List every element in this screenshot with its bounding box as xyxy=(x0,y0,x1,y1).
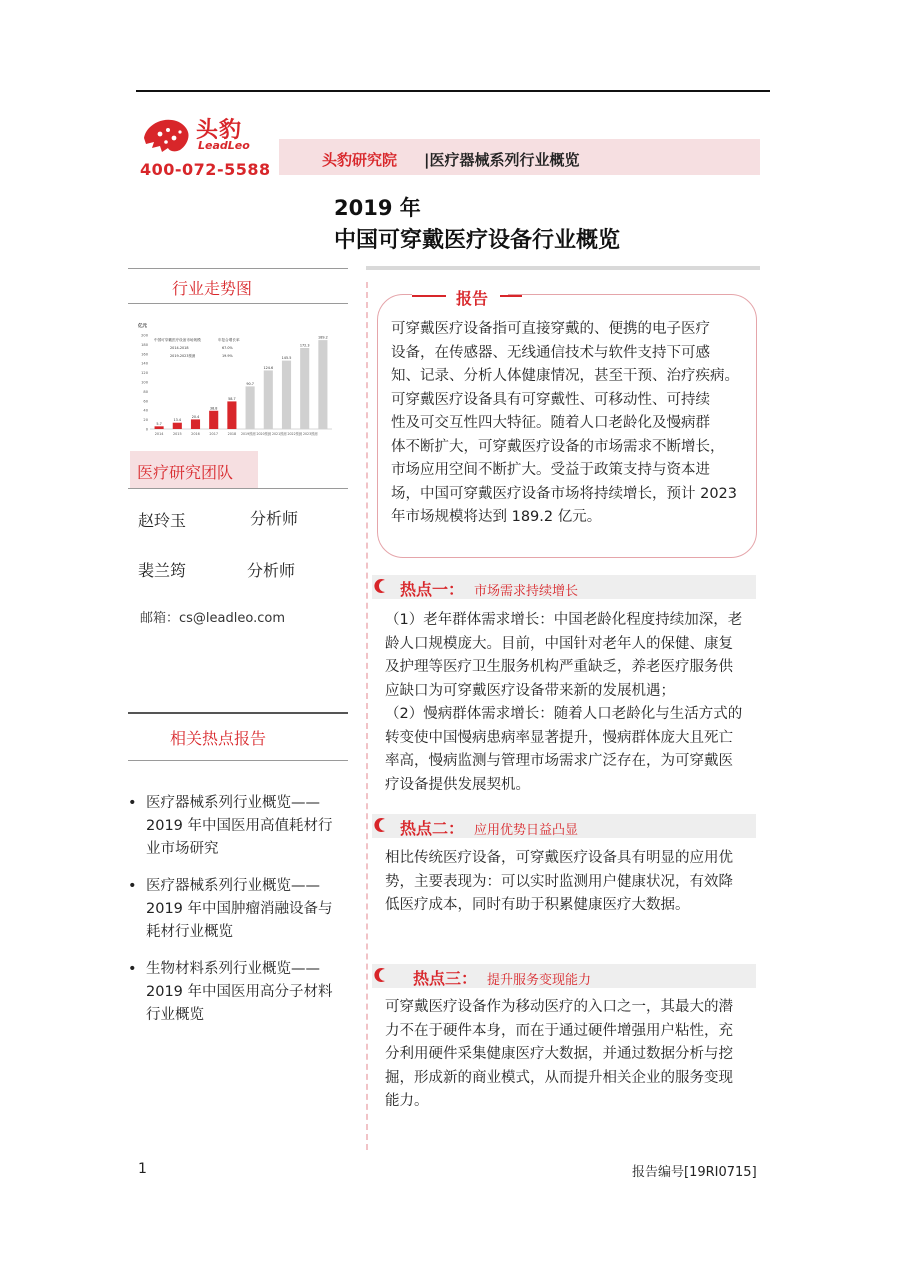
text-line: 应缺口为可穿戴医疗设备带来新的发展机遇； xyxy=(385,682,675,699)
text-line: 可穿戴医疗设备指可直接穿戴的、便携的电子医疗 xyxy=(391,321,710,337)
bar-value-label: 172.3 xyxy=(299,343,310,348)
bullet-icon: • xyxy=(128,795,137,811)
hotspot-text xyxy=(385,609,752,797)
phone-number: 400-072-5588 xyxy=(140,160,271,179)
text-line: 率高，慢病监测与管理市场需求广泛存在，为可穿戴医 xyxy=(385,753,733,769)
x-tick-label: 2017 xyxy=(209,432,219,436)
column-divider xyxy=(366,282,368,1150)
text-line: 年市场规模将达到 189.2 亿元。 xyxy=(391,509,602,525)
y-tick-label: 20 xyxy=(143,418,148,423)
y-tick-label: 100 xyxy=(141,380,148,385)
analyst-name: 赵玲玉 xyxy=(138,511,187,530)
related-bottom-rule xyxy=(128,760,348,761)
contact-email: 邮箱：cs@leadleo.com xyxy=(140,611,285,626)
y-tick-label: 140 xyxy=(141,361,148,366)
market-size-chart xyxy=(136,321,336,443)
y-tick-label: 60 xyxy=(143,399,148,404)
team-rule xyxy=(128,488,348,489)
logo-text: 头豹 xyxy=(196,118,243,143)
hotspot-subtitle: 市场需求持续增长 xyxy=(474,584,579,599)
report-summary-text xyxy=(391,318,747,530)
analyst-name: 裴兰筠 xyxy=(138,561,187,580)
crescent-icon xyxy=(374,578,390,594)
header-topic: |医疗器械系列行业概览 xyxy=(424,151,580,169)
bar-value-label: 145.5 xyxy=(281,356,292,361)
bullet-icon: • xyxy=(128,878,137,894)
chart-bar xyxy=(191,419,200,429)
y-axis-label: 亿元 xyxy=(138,324,147,329)
y-tick-label: 180 xyxy=(141,342,148,347)
y-tick-label: 40 xyxy=(143,408,148,413)
related-line: 医疗器械系列行业概览—— xyxy=(146,878,320,894)
related-report-link[interactable] xyxy=(128,875,358,944)
related-line: 耗材行业概览 xyxy=(146,924,233,940)
bar-value-label: 90.7 xyxy=(246,381,254,386)
y-tick-label: 0 xyxy=(145,427,148,432)
text-line: 场，中国可穿戴医疗设备市场将持续增长，预计 2023 xyxy=(391,485,738,502)
chart-bar xyxy=(300,348,309,429)
text-line: 可穿戴医疗设备具有可穿戴性、可移动性、可持续 xyxy=(391,391,710,408)
bar-value-label: 13.4 xyxy=(173,418,182,423)
text-line: 市场应用空间不断扩大。受益于政策支持与资本进 xyxy=(391,462,710,478)
related-line: 2019 年中国医用高值耗材行 xyxy=(146,818,333,834)
legend-rate: 67.0% xyxy=(222,346,233,350)
chart-bar xyxy=(209,411,218,429)
text-line: 转变使中国慢病患病率显著提升，慢病群体庞大且死亡 xyxy=(385,729,733,746)
chart-bar xyxy=(173,423,182,429)
related-line: 2019 年中国医用高分子材料 xyxy=(146,984,333,1000)
x-tick-label: 2015 xyxy=(172,432,182,436)
report-code: 报告编号[19RI0715] xyxy=(632,1165,757,1180)
header-org: 头豹研究院 xyxy=(322,151,398,169)
analyst-role: 分析师 xyxy=(250,509,299,528)
chart-bar xyxy=(246,386,255,429)
x-tick-label: 2019预测 2020预测 2021预测 2022预测 2023预测 xyxy=(241,432,318,436)
text-line: 及护理等医疗卫生服务机构严重缺乏，养老医疗服务供 xyxy=(385,659,733,675)
chart-bar xyxy=(227,401,236,429)
text-line: 力不在于硬件本身，而在于通过硬件增强用户粘性，充 xyxy=(385,1022,733,1039)
page-title: 中国可穿戴医疗设备行业概览 xyxy=(334,228,621,253)
text-line: 相比传统医疗设备，可穿戴医疗设备具有明显的应用优 xyxy=(385,850,733,866)
y-tick-label: 120 xyxy=(141,371,148,376)
hotspot-subtitle: 提升服务变现能力 xyxy=(487,973,592,988)
hotspot-subtitle: 应用优势日益凸显 xyxy=(474,823,579,838)
bar-value-label: 124.6 xyxy=(263,365,274,370)
text-line: 势，主要表现为：可以实时监测用户健康状况，有效降 xyxy=(385,873,733,890)
related-top-rule xyxy=(128,712,348,714)
related-line: 医疗器械系列行业概览—— xyxy=(146,795,320,811)
y-tick-label: 160 xyxy=(141,352,148,357)
related-line: 生物材料系列行业概览—— xyxy=(146,961,320,977)
crescent-icon xyxy=(374,967,390,983)
text-line: 掘，形成新的商业模式，从而提升相关企业的服务变现 xyxy=(385,1069,733,1086)
report-label: 报告 xyxy=(456,289,489,308)
legend-rate: 19.9% xyxy=(222,354,233,358)
text-line: 低医疗成本，同时有助于积累健康医疗大数据。 xyxy=(385,897,690,913)
legend-period: 2014-2018 xyxy=(170,346,189,350)
legend-period: 2019-2023预测 xyxy=(170,354,196,358)
chart-bar xyxy=(282,361,291,429)
related-title: 相关热点报告 xyxy=(170,729,267,748)
text-line: （1）老年群体需求增长：中国老龄化程度持续加深，老 xyxy=(385,612,743,628)
hotspot-text xyxy=(385,996,752,1114)
text-line: 体不断扩大，可穿戴医疗设备的市场需求不断增长， xyxy=(391,438,725,455)
hotspot-label: 热点三： xyxy=(413,969,478,988)
legend-header: 年复合增长率 xyxy=(218,338,240,342)
x-tick-label: 2018 xyxy=(227,432,237,436)
hotspot-label: 热点二： xyxy=(400,819,465,838)
text-line: 可穿戴医疗设备作为移动医疗的入口之一，其最大的潜 xyxy=(385,999,733,1015)
text-line: 疗设备提供发展契机。 xyxy=(385,776,530,793)
chart-bar xyxy=(264,370,273,429)
bar-value-label: 189.2 xyxy=(318,335,328,340)
page-number: 1 xyxy=(138,1161,147,1177)
related-report-link[interactable] xyxy=(128,792,358,861)
analyst-role: 分析师 xyxy=(247,561,296,580)
title-rule xyxy=(366,266,760,270)
chart-bar xyxy=(155,426,164,429)
related-line: 行业概览 xyxy=(146,1007,204,1023)
y-tick-label: 200 xyxy=(141,333,148,338)
text-line: 分利用硬件采集健康医疗大数据，并通过数据分析与挖 xyxy=(385,1046,733,1062)
bar-value-label: 20.4 xyxy=(191,414,200,419)
text-line: （2）慢病群体需求增长：随着人口老龄化与生活方式的 xyxy=(385,706,743,722)
text-line: 能力。 xyxy=(385,1093,429,1109)
logo-subtext: LeadLeo xyxy=(198,139,250,152)
related-report-link[interactable] xyxy=(128,958,358,1027)
x-tick-label: 2014 xyxy=(154,432,164,436)
top-rule xyxy=(136,90,770,92)
trend-bottom-rule xyxy=(128,303,348,304)
report-label-dash xyxy=(412,295,446,297)
bar-value-label: 58.7 xyxy=(228,396,236,401)
related-line: 2019 年中国肿瘤消融设备与 xyxy=(146,901,333,917)
bar-value-label: 5.7 xyxy=(156,421,162,426)
bar-value-label: 38.8 xyxy=(209,406,218,411)
chart-bar xyxy=(318,340,327,429)
title-year: 2019 年 xyxy=(334,196,421,220)
text-line: 知、记录、分析人体健康情况，甚至干预、治疗疾病。 xyxy=(391,368,739,384)
related-line: 业市场研究 xyxy=(146,841,219,857)
hotspot-label: 热点一： xyxy=(400,580,465,599)
y-tick-label: 80 xyxy=(143,389,148,394)
hotspot-text xyxy=(385,847,752,918)
crescent-icon xyxy=(374,817,390,833)
text-line: 性及可交互性四大特征。随着人口老龄化及慢病群 xyxy=(391,415,710,431)
team-title: 医疗研究团队 xyxy=(137,463,234,482)
legend-header: 中国可穿戴医疗设备市场规模 xyxy=(154,338,201,342)
text-line: 龄人口规模庞大。目前，中国针对老年人的保健、康复 xyxy=(385,635,733,652)
report-label-dash xyxy=(500,295,522,297)
bullet-icon: • xyxy=(128,961,137,977)
trend-top-rule xyxy=(128,268,348,269)
trend-title: 行业走势图 xyxy=(172,279,253,298)
x-tick-label: 2016 xyxy=(191,432,200,436)
text-line: 设备，在传感器、无线通信技术与软件支持下可感 xyxy=(391,344,710,361)
